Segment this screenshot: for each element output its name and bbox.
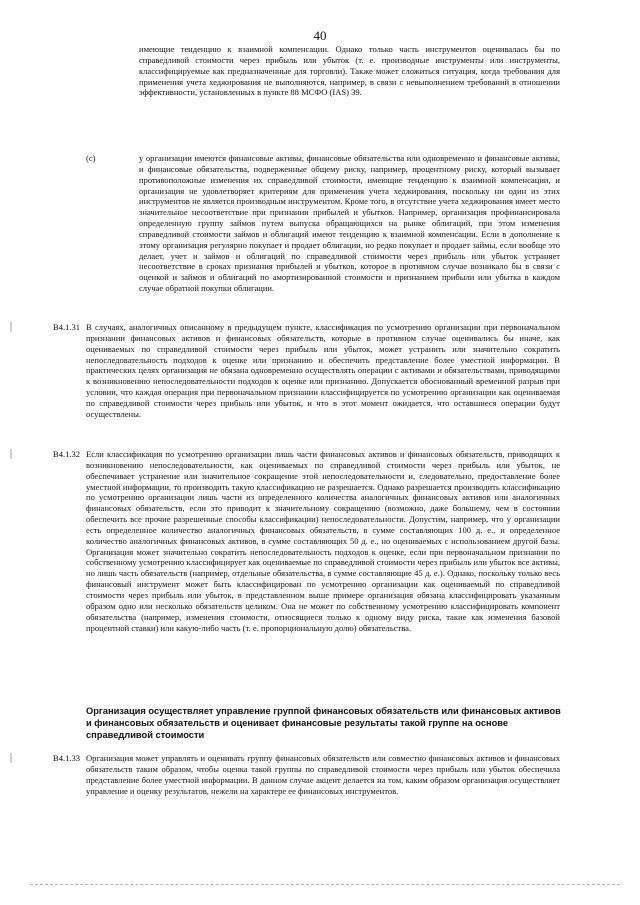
- b4131-paragraph: В случаях, аналогичных описанному в предыдущем пункте, классификация по усмотрению организации при первоначальном признании финансовых активов и финансовых обязательств, которые в противном случае оценивались бы иначе, как оцениваемых по справедливой стоимости через прибыль или убыток, может устранить или значительно сократить непоследовательность подходов к оценке или признанию и обеспечить представление более уместной информации. В практических целях организация не обязана одновременно осуществлять операции с активами и обязательствами, приводящими к возникновению непоследовательности подходов к оценке или признанию. Допускается обоснованный временной разрыв при условии, что каждая операция при первоначальном признании классифицируется по усмотрению организации как оцениваемая по справедливой стоимости через прибыль или убыток, и что в этот момент ожидается, что оставшиеся операции будут осуществлены.: [86, 322, 560, 419]
- b4133-label: B4.1.33: [53, 753, 81, 763]
- bottom-rule: [30, 884, 620, 885]
- item-c-label: (c): [86, 153, 96, 163]
- page-number: 40: [313, 28, 327, 43]
- b4131-label: B4.1.31: [53, 322, 81, 332]
- item-c-paragraph: у организации имеются финансовые активы, финансовые обязательства или одновременно и финансовые активы, и финансовые обязательства, подверженные общему риску, например, процентному риску, который вызывает противоположные изменения их справедливой стоимости, имеющие тенденцию к взаимной компенсации, и организация не удовлетворяет критериям для применения учета хеджирования, поскольку ни один из этих инструментов не является производным инструментом. Кроме того, в отсутствие учета хеджирования имеет место значительное несоответствие при признании прибылей и убытков. Например, организация профинансировала определенную группу займов путем выпуска обращающихся на рынке облигаций, при этом изменения справедливой стоимости займов и облигаций имеют тенденцию к взаимной компенсации. Если в дополнение к этому организация регулярно покупает и продает облигации, но редко покупает и продает займы, если вообще это делает, учет и займов и облигаций по справедливой стоимости через прибыль или убыток устраняет несоответствие в сроках признания прибылей и убытков, которое в противном случае возникало бы в связи с оценкой и займов и облигаций по амортизированной стоимости и признанием прибыли или убытка в каждом случае обратной покупки облигации.: [139, 153, 560, 294]
- margin-mark: [10, 322, 12, 332]
- b4132-paragraph: Если классификация по усмотрению организации лишь части финансовых активов и финансовых обязательств, приводящих к возникновению непоследовательности, как оцениваемых по справедливой стоимости через прибыль или убыток, не обеспечивает устранение или значительное сокращение этой непоследовательности и, следовательно, предоставление более уместной информации, то производить такую классификацию не разрешается. Однако разрешается производить классификацию по усмотрению организации лишь части из определенного количества аналогичных финансовых активов или аналогичных финансовых обязательств, если это приводит к значительному сокращению (возможно, даже большему, чем в состоянии обеспечить все прочие разрешенные способы классификации) непоследовательности. Допустим, например, что у организации есть определенное количество аналогичных финансовых обязательств, в сумме составляющих 100 д. е., и определенное количество аналогичных финансовых активов, в сумме составляющих 50 д. е., но оцениваемых с использованием другой базы. Организация может значительно сократить непоследовательность подходов к оценке, если при первоначальном признании по собственному усмотрению классифицирует как оцениваемые по справедливой стоимости через прибыль или убыток все активы, но лишь часть обязательств (например, отдельные обязательства, в сумме составляющие 45 д. е.). Однако, поскольку только весь финансовый инструмент может быть классифицирован по усмотрению организации как оцениваемый по справедливой стоимости через прибыль или убыток, в представленном выше примере организация обязана классифицировать указанным образом одно или несколько обязательств целиком. Она не может по собственному усмотрению классифицировать компонент обязательства (например, изменения стоимости, относящиеся только к одному виду риска, такие как изменения базовой процентной ставки) или какую-либо часть (т. е. пропорциональную долю) обязательства.: [86, 449, 560, 633]
- margin-mark: [10, 753, 12, 763]
- margin-mark: [10, 449, 12, 459]
- section-heading: Организация осуществляет управление группой финансовых обязательств или финансовых активов и финансовых обязательств и оценивает финансовые результаты такой группе на основе справедливой стоимости: [86, 706, 561, 740]
- b4133-paragraph: Организация может управлять и оценивать группу финансовых обязательств или совместно финансовых активов и финансовых обязательств таким образом, чтобы оценка такой группы по справедливой стоимости через прибыль или убыток обеспечила представление более уместной информации. В данном случае акцент делается на том, каким образом организация осуществляет управление и оценку результатов, нежели на характере ее финансовых инструментов.: [86, 753, 560, 796]
- continuation-paragraph: имеющие тенденцию к взаимной компенсации. Однако только часть инструментов оценивалась бы по справедливой стоимости через прибыль или убыток (т. е. производные инструменты или инструменты, классифицируемые как предназначенные для торговли). Также может сложиться ситуация, когда требования для применения учета хеджирования не выполняются, например, в связи с невыполнением требований в отношении эффективности, установленных в пункте 88 МСФО (IAS) 39.: [139, 44, 560, 98]
- b4132-label: B4.1.32: [53, 449, 81, 459]
